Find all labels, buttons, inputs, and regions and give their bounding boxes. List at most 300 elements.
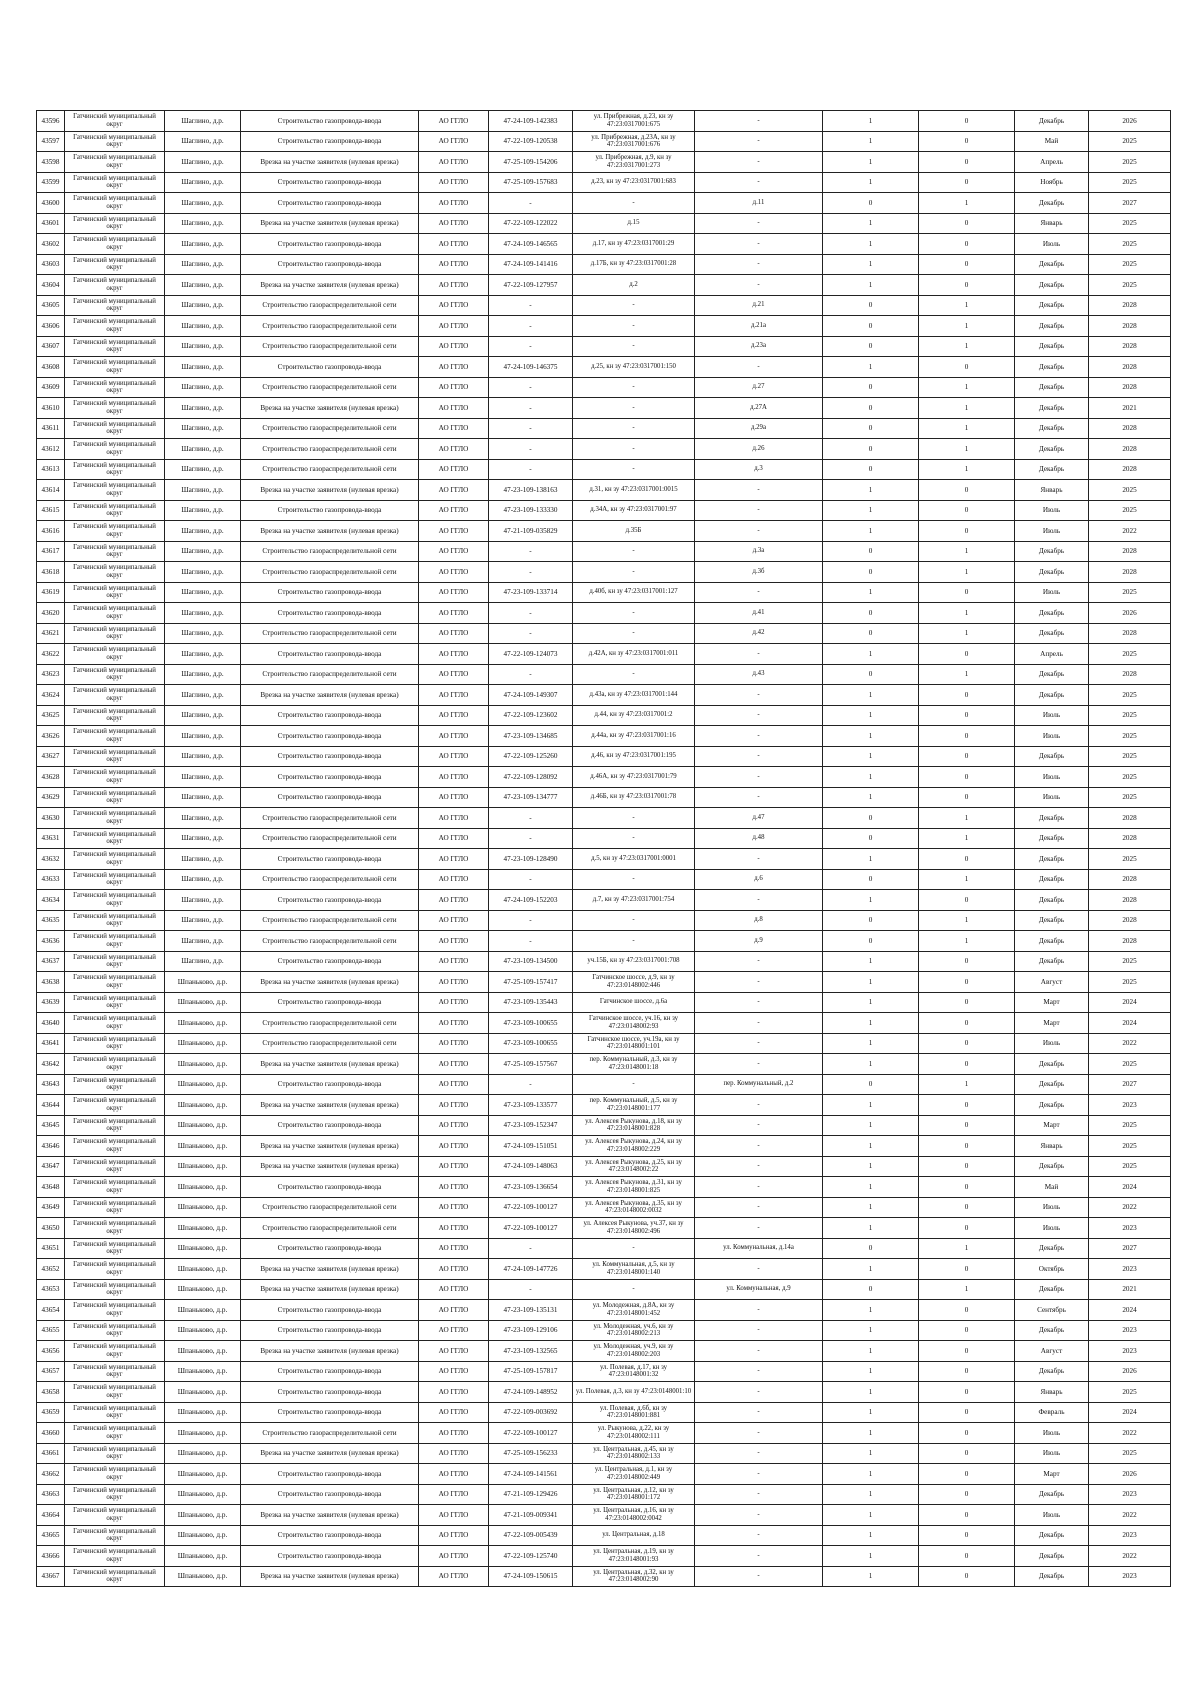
- count-a-cell: 1: [823, 1361, 919, 1382]
- year-cell: 2025: [1089, 849, 1171, 870]
- address-cell: д.5, кн зу 47:23:0317001:0001: [573, 849, 695, 870]
- count-b-cell: 0: [919, 849, 1015, 870]
- municipality-cell: Гатчинский муниципальный округ: [65, 1484, 165, 1505]
- application-number-cell: 47-23-109-129106: [489, 1320, 573, 1341]
- planned-address-cell: -: [695, 111, 823, 132]
- organization-cell: АО ГГЛО: [419, 193, 489, 214]
- planned-address-cell: -: [695, 1423, 823, 1444]
- year-cell: 2025: [1089, 213, 1171, 234]
- count-a-cell: 1: [823, 1566, 919, 1587]
- work-type-cell: Строительство газопровода-ввода: [241, 1074, 419, 1095]
- month-cell: Сентябрь: [1015, 1300, 1089, 1321]
- municipality-cell: Гатчинский муниципальный округ: [65, 1074, 165, 1095]
- planned-address-cell: д.43: [695, 664, 823, 685]
- application-number-cell: -: [489, 459, 573, 480]
- settlement-cell: Шпаньково, д.р.: [165, 1095, 241, 1116]
- municipality-cell: Гатчинский муниципальный округ: [65, 787, 165, 808]
- address-cell: -: [573, 418, 695, 439]
- table-row: [37, 972, 1171, 993]
- planned-address-cell: -: [695, 254, 823, 275]
- row-number-cell: 43661: [37, 1443, 65, 1464]
- count-a-cell: 1: [823, 1013, 919, 1034]
- address-cell: ул. Прибрежная, д.23А, кн зу 47:23:0317001:676: [573, 131, 695, 152]
- count-b-cell: 1: [919, 418, 1015, 439]
- row-number-cell: 43649: [37, 1197, 65, 1218]
- work-type-cell: Строительство газопровода-ввода: [241, 849, 419, 870]
- month-cell: Январь: [1015, 1382, 1089, 1403]
- settlement-cell: Шпаньково, д.р.: [165, 1443, 241, 1464]
- planned-address-cell: -: [695, 1013, 823, 1034]
- address-cell: ул. Полевая, д.6б, кн зу 47:23:0148001:881: [573, 1402, 695, 1423]
- count-b-cell: 0: [919, 1054, 1015, 1075]
- planned-address-cell: -: [695, 213, 823, 234]
- planned-address-cell: -: [695, 767, 823, 788]
- count-b-cell: 0: [919, 131, 1015, 152]
- organization-cell: АО ГГЛО: [419, 521, 489, 542]
- table-row: [37, 664, 1171, 685]
- address-cell: ул. Молодежная, уч.6, кн зу 47:23:0148002:213: [573, 1320, 695, 1341]
- work-type-cell: Строительство газопровода-ввода: [241, 254, 419, 275]
- row-number-cell: 43617: [37, 541, 65, 562]
- address-cell: ул. Центральная, д.45, кн зу 47:23:0148002:133: [573, 1443, 695, 1464]
- application-number-cell: -: [489, 336, 573, 357]
- application-number-cell: 47-21-109-009341: [489, 1505, 573, 1526]
- count-a-cell: 0: [823, 541, 919, 562]
- row-number-cell: 43620: [37, 603, 65, 624]
- municipality-cell: Гатчинский муниципальный округ: [65, 336, 165, 357]
- organization-cell: АО ГГЛО: [419, 398, 489, 419]
- month-cell: Август: [1015, 1341, 1089, 1362]
- count-b-cell: 1: [919, 336, 1015, 357]
- count-b-cell: 0: [919, 213, 1015, 234]
- settlement-cell: Шпаньково, д.р.: [165, 1259, 241, 1280]
- month-cell: Декабрь: [1015, 951, 1089, 972]
- year-cell: 2028: [1089, 910, 1171, 931]
- settlement-cell: Шаглино, д.р.: [165, 459, 241, 480]
- count-a-cell: 1: [823, 152, 919, 173]
- table-row: [37, 951, 1171, 972]
- organization-cell: АО ГГЛО: [419, 1054, 489, 1075]
- month-cell: Декабрь: [1015, 295, 1089, 316]
- count-a-cell: 1: [823, 1443, 919, 1464]
- planned-address-cell: -: [695, 500, 823, 521]
- organization-cell: АО ГГЛО: [419, 1033, 489, 1054]
- count-a-cell: 0: [823, 377, 919, 398]
- count-b-cell: 0: [919, 1464, 1015, 1485]
- year-cell: 2025: [1089, 1382, 1171, 1403]
- count-a-cell: 1: [823, 172, 919, 193]
- work-type-cell: Строительство газораспределительной сети: [241, 931, 419, 952]
- application-number-cell: 47-24-109-151051: [489, 1136, 573, 1157]
- work-type-cell: Строительство газопровода-ввода: [241, 1525, 419, 1546]
- address-cell: пер. Коммунальный, д.5, кн зу 47:23:0148001:177: [573, 1095, 695, 1116]
- settlement-cell: Шпаньково, д.р.: [165, 1136, 241, 1157]
- table-row: [37, 1546, 1171, 1567]
- address-cell: ул. Коммунальная, д.5, кн зу 47:23:0148001:140: [573, 1259, 695, 1280]
- application-number-cell: 47-23-109-133714: [489, 582, 573, 603]
- count-a-cell: 1: [823, 480, 919, 501]
- year-cell: 2026: [1089, 1361, 1171, 1382]
- month-cell: Июль: [1015, 705, 1089, 726]
- work-type-cell: Строительство газопровода-ввода: [241, 1546, 419, 1567]
- row-number-cell: 43626: [37, 726, 65, 747]
- municipality-cell: Гатчинский муниципальный округ: [65, 1341, 165, 1362]
- table-row: [37, 1218, 1171, 1239]
- work-type-cell: Строительство газопровода-ввода: [241, 1361, 419, 1382]
- settlement-cell: Шаглино, д.р.: [165, 664, 241, 685]
- year-cell: 2028: [1089, 931, 1171, 952]
- address-cell: -: [573, 910, 695, 931]
- municipality-cell: Гатчинский муниципальный округ: [65, 849, 165, 870]
- count-a-cell: 1: [823, 1177, 919, 1198]
- organization-cell: АО ГГЛО: [419, 1156, 489, 1177]
- work-type-cell: Врезка на участке заявителя (нулевая врезка): [241, 1566, 419, 1587]
- row-number-cell: 43602: [37, 234, 65, 255]
- row-number-cell: 43654: [37, 1300, 65, 1321]
- count-b-cell: 0: [919, 1259, 1015, 1280]
- month-cell: Декабрь: [1015, 910, 1089, 931]
- count-a-cell: 0: [823, 808, 919, 829]
- application-number-cell: 47-23-109-133577: [489, 1095, 573, 1116]
- table-row: [37, 521, 1171, 542]
- table-row: [37, 746, 1171, 767]
- organization-cell: АО ГГЛО: [419, 849, 489, 870]
- year-cell: 2028: [1089, 418, 1171, 439]
- month-cell: Декабрь: [1015, 808, 1089, 829]
- month-cell: Март: [1015, 992, 1089, 1013]
- planned-address-cell: -: [695, 726, 823, 747]
- application-number-cell: -: [489, 418, 573, 439]
- planned-address-cell: д.8: [695, 910, 823, 931]
- row-number-cell: 43607: [37, 336, 65, 357]
- planned-address-cell: -: [695, 1197, 823, 1218]
- address-cell: ул. Прибрежная, д.9, кн зу 47:23:0317001:273: [573, 152, 695, 173]
- month-cell: Декабрь: [1015, 849, 1089, 870]
- work-type-cell: Строительство газораспределительной сети: [241, 623, 419, 644]
- address-cell: ул. Центральная, д.18: [573, 1525, 695, 1546]
- row-number-cell: 43645: [37, 1115, 65, 1136]
- count-a-cell: 0: [823, 398, 919, 419]
- organization-cell: АО ГГЛО: [419, 500, 489, 521]
- table-row: [37, 439, 1171, 460]
- month-cell: Январь: [1015, 1136, 1089, 1157]
- settlement-cell: Шаглино, д.р.: [165, 849, 241, 870]
- year-cell: 2024: [1089, 1013, 1171, 1034]
- count-b-cell: 0: [919, 1095, 1015, 1116]
- count-a-cell: 1: [823, 890, 919, 911]
- organization-cell: АО ГГЛО: [419, 1484, 489, 1505]
- year-cell: 2022: [1089, 1033, 1171, 1054]
- month-cell: Июль: [1015, 1033, 1089, 1054]
- application-number-cell: 47-22-109-120538: [489, 131, 573, 152]
- month-cell: Март: [1015, 1115, 1089, 1136]
- work-type-cell: Строительство газораспределительной сети: [241, 664, 419, 685]
- table-row: [37, 787, 1171, 808]
- settlement-cell: Шаглино, д.р.: [165, 254, 241, 275]
- organization-cell: АО ГГЛО: [419, 336, 489, 357]
- row-number-cell: 43653: [37, 1279, 65, 1300]
- municipality-cell: Гатчинский муниципальный округ: [65, 828, 165, 849]
- application-number-cell: 47-24-109-148952: [489, 1382, 573, 1403]
- row-number-cell: 43621: [37, 623, 65, 644]
- row-number-cell: 43636: [37, 931, 65, 952]
- table-row: [37, 808, 1171, 829]
- year-cell: 2025: [1089, 1054, 1171, 1075]
- count-b-cell: 1: [919, 808, 1015, 829]
- table-row: [37, 931, 1171, 952]
- settlement-cell: Шпаньково, д.р.: [165, 1402, 241, 1423]
- month-cell: Декабрь: [1015, 1238, 1089, 1259]
- table-row: [37, 1238, 1171, 1259]
- municipality-cell: Гатчинский муниципальный округ: [65, 193, 165, 214]
- year-cell: 2024: [1089, 992, 1171, 1013]
- organization-cell: АО ГГЛО: [419, 562, 489, 583]
- settlement-cell: Шпаньково, д.р.: [165, 1484, 241, 1505]
- year-cell: 2028: [1089, 562, 1171, 583]
- count-b-cell: 1: [919, 869, 1015, 890]
- application-number-cell: 47-24-109-146565: [489, 234, 573, 255]
- work-type-cell: Врезка на участке заявителя (нулевая врезка): [241, 1259, 419, 1280]
- application-number-cell: -: [489, 1279, 573, 1300]
- count-b-cell: 0: [919, 1033, 1015, 1054]
- month-cell: Декабрь: [1015, 275, 1089, 296]
- count-b-cell: 0: [919, 1525, 1015, 1546]
- address-cell: Гатчинское шоссе, д.9, кн зу 47:23:0148002:446: [573, 972, 695, 993]
- work-type-cell: Строительство газораспределительной сети: [241, 1423, 419, 1444]
- municipality-cell: Гатчинский муниципальный округ: [65, 459, 165, 480]
- settlement-cell: Шаглино, д.р.: [165, 644, 241, 665]
- year-cell: 2025: [1089, 726, 1171, 747]
- count-a-cell: 1: [823, 1546, 919, 1567]
- year-cell: 2022: [1089, 1423, 1171, 1444]
- month-cell: Январь: [1015, 213, 1089, 234]
- planned-address-cell: -: [695, 1546, 823, 1567]
- count-a-cell: 0: [823, 931, 919, 952]
- municipality-cell: Гатчинский муниципальный округ: [65, 1136, 165, 1157]
- planned-address-cell: -: [695, 275, 823, 296]
- work-type-cell: Строительство газопровода-ввода: [241, 1177, 419, 1198]
- organization-cell: АО ГГЛО: [419, 418, 489, 439]
- table-row: [37, 1136, 1171, 1157]
- row-number-cell: 43627: [37, 746, 65, 767]
- year-cell: 2028: [1089, 828, 1171, 849]
- table-row: [37, 500, 1171, 521]
- row-number-cell: 43600: [37, 193, 65, 214]
- year-cell: 2025: [1089, 131, 1171, 152]
- month-cell: Июль: [1015, 1197, 1089, 1218]
- application-number-cell: 47-24-109-147726: [489, 1259, 573, 1280]
- table-row: [37, 254, 1171, 275]
- organization-cell: АО ГГЛО: [419, 1402, 489, 1423]
- table-row: [37, 357, 1171, 378]
- row-number-cell: 43606: [37, 316, 65, 337]
- row-number-cell: 43605: [37, 295, 65, 316]
- row-number-cell: 43640: [37, 1013, 65, 1034]
- municipality-cell: Гатчинский муниципальный округ: [65, 623, 165, 644]
- organization-cell: АО ГГЛО: [419, 357, 489, 378]
- month-cell: Декабрь: [1015, 377, 1089, 398]
- municipality-cell: Гатчинский муниципальный округ: [65, 869, 165, 890]
- month-cell: Август: [1015, 972, 1089, 993]
- organization-cell: АО ГГЛО: [419, 808, 489, 829]
- table-row: [37, 1382, 1171, 1403]
- year-cell: 2028: [1089, 890, 1171, 911]
- address-cell: -: [573, 603, 695, 624]
- organization-cell: АО ГГЛО: [419, 910, 489, 931]
- count-a-cell: 0: [823, 664, 919, 685]
- address-cell: д.44а, кн зу 47:23:0317001:16: [573, 726, 695, 747]
- municipality-cell: Гатчинский муниципальный округ: [65, 377, 165, 398]
- application-number-cell: 47-23-109-132565: [489, 1341, 573, 1362]
- municipality-cell: Гатчинский муниципальный округ: [65, 808, 165, 829]
- year-cell: 2022: [1089, 1505, 1171, 1526]
- planned-address-cell: -: [695, 1341, 823, 1362]
- application-number-cell: 47-24-109-148063: [489, 1156, 573, 1177]
- municipality-cell: Гатчинский муниципальный округ: [65, 418, 165, 439]
- organization-cell: АО ГГЛО: [419, 152, 489, 173]
- application-number-cell: 47-22-109-128092: [489, 767, 573, 788]
- year-cell: 2027: [1089, 1238, 1171, 1259]
- planned-address-cell: -: [695, 172, 823, 193]
- work-type-cell: Врезка на участке заявителя (нулевая врезка): [241, 972, 419, 993]
- count-b-cell: 0: [919, 172, 1015, 193]
- count-a-cell: 1: [823, 1054, 919, 1075]
- settlement-cell: Шпаньково, д.р.: [165, 1341, 241, 1362]
- settlement-cell: Шпаньково, д.р.: [165, 1033, 241, 1054]
- work-type-cell: Строительство газопровода-ввода: [241, 1402, 419, 1423]
- application-number-cell: -: [489, 869, 573, 890]
- count-b-cell: 0: [919, 111, 1015, 132]
- row-number-cell: 43601: [37, 213, 65, 234]
- table-row: [37, 336, 1171, 357]
- planned-address-cell: -: [695, 152, 823, 173]
- count-a-cell: 1: [823, 1505, 919, 1526]
- planned-address-cell: д.23а: [695, 336, 823, 357]
- municipality-cell: Гатчинский муниципальный округ: [65, 1259, 165, 1280]
- count-a-cell: 1: [823, 746, 919, 767]
- settlement-cell: Шпаньково, д.р.: [165, 1074, 241, 1095]
- organization-cell: АО ГГЛО: [419, 1115, 489, 1136]
- settlement-cell: Шпаньково, д.р.: [165, 1505, 241, 1526]
- planned-address-cell: -: [695, 582, 823, 603]
- month-cell: Декабрь: [1015, 1546, 1089, 1567]
- table-row: [37, 1013, 1171, 1034]
- table-row: [37, 685, 1171, 706]
- planned-address-cell: -: [695, 787, 823, 808]
- application-number-cell: 47-24-109-141416: [489, 254, 573, 275]
- row-number-cell: 43616: [37, 521, 65, 542]
- planned-address-cell: д.27: [695, 377, 823, 398]
- address-cell: -: [573, 398, 695, 419]
- settlement-cell: Шпаньково, д.р.: [165, 1382, 241, 1403]
- month-cell: Июль: [1015, 521, 1089, 542]
- table-body: [37, 111, 1171, 1587]
- work-type-cell: Строительство газораспределительной сети: [241, 828, 419, 849]
- organization-cell: АО ГГЛО: [419, 459, 489, 480]
- count-a-cell: 1: [823, 1136, 919, 1157]
- application-number-cell: 47-24-109-142383: [489, 111, 573, 132]
- count-b-cell: 1: [919, 910, 1015, 931]
- municipality-cell: Гатчинский муниципальный округ: [65, 1238, 165, 1259]
- year-cell: 2025: [1089, 644, 1171, 665]
- count-b-cell: 0: [919, 787, 1015, 808]
- count-a-cell: 1: [823, 849, 919, 870]
- row-number-cell: 43603: [37, 254, 65, 275]
- work-type-cell: Врезка на участке заявителя (нулевая врезка): [241, 480, 419, 501]
- settlement-cell: Шаглино, д.р.: [165, 808, 241, 829]
- count-b-cell: 0: [919, 1484, 1015, 1505]
- month-cell: Март: [1015, 1464, 1089, 1485]
- municipality-cell: Гатчинский муниципальный округ: [65, 275, 165, 296]
- count-b-cell: 0: [919, 1300, 1015, 1321]
- count-b-cell: 0: [919, 746, 1015, 767]
- table-row: [37, 295, 1171, 316]
- row-number-cell: 43618: [37, 562, 65, 583]
- settlement-cell: Шаглино, д.р.: [165, 685, 241, 706]
- organization-cell: АО ГГЛО: [419, 951, 489, 972]
- work-type-cell: Строительство газораспределительной сети: [241, 1033, 419, 1054]
- application-number-cell: -: [489, 1074, 573, 1095]
- count-b-cell: 0: [919, 480, 1015, 501]
- address-cell: д.43а, кн зу 47:23:0317001:144: [573, 685, 695, 706]
- address-cell: -: [573, 664, 695, 685]
- municipality-cell: Гатчинский муниципальный округ: [65, 1525, 165, 1546]
- settlement-cell: Шпаньково, д.р.: [165, 1218, 241, 1239]
- application-number-cell: 47-22-109-127957: [489, 275, 573, 296]
- planned-address-cell: -: [695, 1402, 823, 1423]
- year-cell: 2025: [1089, 951, 1171, 972]
- year-cell: 2025: [1089, 746, 1171, 767]
- address-cell: д.17Б, кн зу 47:23:0317001:28: [573, 254, 695, 275]
- month-cell: Декабрь: [1015, 890, 1089, 911]
- row-number-cell: 43650: [37, 1218, 65, 1239]
- table-row: [37, 1402, 1171, 1423]
- table-row: [37, 316, 1171, 337]
- planned-address-cell: д.9: [695, 931, 823, 952]
- settlement-cell: Шаглино, д.р.: [165, 398, 241, 419]
- municipality-cell: Гатчинский муниципальный округ: [65, 1218, 165, 1239]
- count-a-cell: 0: [823, 336, 919, 357]
- row-number-cell: 43648: [37, 1177, 65, 1198]
- organization-cell: АО ГГЛО: [419, 1095, 489, 1116]
- table-row: [37, 1505, 1171, 1526]
- year-cell: 2028: [1089, 623, 1171, 644]
- row-number-cell: 43642: [37, 1054, 65, 1075]
- planned-address-cell: -: [695, 234, 823, 255]
- settlement-cell: Шаглино, д.р.: [165, 234, 241, 255]
- year-cell: 2023: [1089, 1566, 1171, 1587]
- planned-address-cell: ул. Коммунальная, д.14а: [695, 1238, 823, 1259]
- work-type-cell: Строительство газопровода-ввода: [241, 193, 419, 214]
- count-b-cell: 1: [919, 193, 1015, 214]
- work-type-cell: Строительство газораспределительной сети: [241, 418, 419, 439]
- year-cell: 2023: [1089, 1218, 1171, 1239]
- work-type-cell: Строительство газораспределительной сети: [241, 541, 419, 562]
- count-b-cell: 0: [919, 1361, 1015, 1382]
- work-type-cell: Врезка на участке заявителя (нулевая врезка): [241, 1341, 419, 1362]
- row-number-cell: 43662: [37, 1464, 65, 1485]
- planned-address-cell: -: [695, 1382, 823, 1403]
- work-type-cell: Врезка на участке заявителя (нулевая врезка): [241, 1279, 419, 1300]
- count-a-cell: 1: [823, 1423, 919, 1444]
- count-a-cell: 1: [823, 1484, 919, 1505]
- municipality-cell: Гатчинский муниципальный округ: [65, 1054, 165, 1075]
- month-cell: Апрель: [1015, 152, 1089, 173]
- municipality-cell: Гатчинский муниципальный округ: [65, 295, 165, 316]
- count-a-cell: 1: [823, 1341, 919, 1362]
- municipality-cell: Гатчинский муниципальный округ: [65, 1197, 165, 1218]
- count-a-cell: 1: [823, 213, 919, 234]
